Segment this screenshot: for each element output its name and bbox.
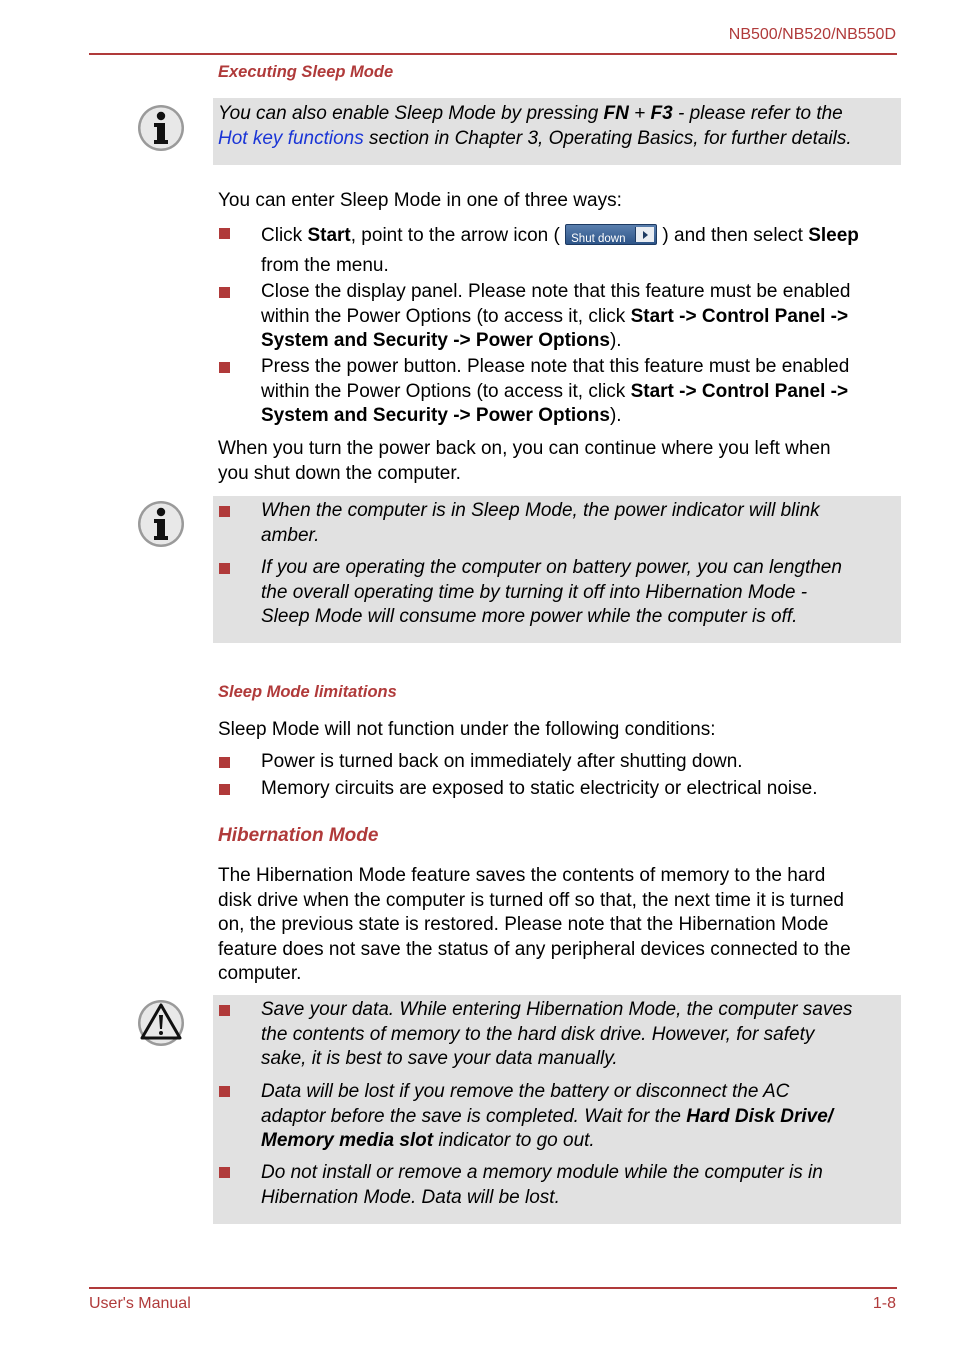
text: you shut down the computer. <box>218 462 461 484</box>
bullet <box>219 563 230 574</box>
menu-path: Start -> Control Panel -> <box>630 305 849 327</box>
bullet <box>219 228 230 239</box>
section-heading-hibernation: Hibernation Mode <box>218 825 379 846</box>
text: The Hibernation Mode feature saves the contents of memory to the hard <box>218 865 826 886</box>
document-model: NB500/NB520/NB550D <box>728 26 896 43</box>
info-icon <box>137 500 185 548</box>
list-item-condition-2: Memory circuits are exposed to static electricity or electrical noise. <box>261 778 818 799</box>
header-rule <box>89 53 897 55</box>
hot-key-functions-link[interactable]: Hot key functions <box>218 127 364 149</box>
caution-item <box>261 1161 901 1210</box>
note-text-part: section in Chapter 3, Operating Basics, for further details. <box>363 127 852 149</box>
text: the contents of memory to the hard disk drive. However, for safety <box>261 1023 815 1045</box>
hibernation-paragraph <box>218 864 898 987</box>
menu-path: System and Security -> Power Options <box>261 330 610 351</box>
text: within the Power Options (to access it, click <box>261 380 631 402</box>
start-label: Start <box>307 225 351 246</box>
list-item-way-3 <box>261 355 901 429</box>
text: When the computer is in Sleep Mode, the power indicator will blink <box>261 500 820 521</box>
text: ) and then select <box>662 225 809 246</box>
text: Do not install or remove a memory module while the computer is in <box>261 1162 823 1183</box>
shut-down-label: Shut down <box>571 232 626 245</box>
note-item <box>261 556 901 630</box>
info-icon <box>137 104 185 152</box>
footer-manual-title: User's Manual <box>89 1295 191 1312</box>
indicator-name: Memory media slot <box>261 1130 434 1151</box>
text: ). <box>609 405 622 426</box>
text: Close the display panel. Please note that this feature must be enabled <box>261 281 851 302</box>
text: Press the power button. Please note that this feature must be enabled <box>261 356 850 377</box>
text: Save your data. While entering Hibernation Mode, the computer saves <box>261 999 853 1020</box>
note-text-part: - please refer to the <box>672 103 843 124</box>
caution-item <box>261 998 901 1072</box>
list-item-way-1-cont: from the menu. <box>261 255 389 276</box>
bullet <box>219 506 230 517</box>
info-note-hotkey <box>213 98 901 165</box>
bullet <box>219 784 230 795</box>
bullet <box>219 287 230 298</box>
text: Hibernation Mode. Data will be lost. <box>261 1186 560 1208</box>
key-f3: F3 <box>650 103 673 124</box>
info-note-sleep <box>213 496 901 643</box>
caution-note-hibernation <box>213 995 901 1224</box>
section-heading-executing-sleep-mode: Executing Sleep Mode <box>218 63 394 81</box>
list-item-way-1 <box>261 224 901 249</box>
sleep-label: Sleep <box>808 225 859 246</box>
list-item-condition-1: Power is turned back on immediately after shutting down. <box>261 751 743 772</box>
text: computer. <box>218 963 302 984</box>
text: Data will be lost if you remove the battery or disconnect the AC <box>261 1081 790 1102</box>
caution-item <box>261 1080 901 1154</box>
text: amber. <box>261 524 320 546</box>
bullet <box>219 1086 230 1097</box>
note-text-part: You can also enable Sleep Mode by pressing <box>218 103 604 124</box>
text: feature does not save the status of any peripheral devices connected to the <box>218 938 851 960</box>
shut-down-button-image <box>565 224 657 245</box>
warning-icon <box>137 999 185 1047</box>
sleep-intro: You can enter Sleep Mode in one of three ways: <box>218 190 622 211</box>
resume-paragraph <box>218 437 898 486</box>
footer-page-number: 1-8 <box>872 1295 896 1312</box>
note-text <box>218 102 901 151</box>
text: ). <box>609 330 622 351</box>
text: Sleep Mode will consume more power while the computer is off. <box>261 606 798 627</box>
limitations-intro: Sleep Mode will not function under the following conditions: <box>218 719 716 740</box>
indicator-name: Hard Disk Drive/ <box>686 1105 834 1127</box>
bullet <box>219 757 230 768</box>
key-fn: FN <box>603 103 629 124</box>
arrow-right-icon <box>635 227 654 242</box>
note-plus: + <box>628 103 651 124</box>
text: disk drive when the computer is turned off so that, the next time it is turned <box>218 889 844 911</box>
bullet <box>219 1005 230 1016</box>
text: When you turn the power back on, you can continue where you left when <box>218 438 831 459</box>
text: adaptor before the save is completed. Wait for the <box>261 1105 687 1127</box>
text: on, the previous state is restored. Please note that the Hibernation Mode <box>218 914 829 935</box>
section-heading-sleep-limitations: Sleep Mode limitations <box>218 683 397 701</box>
bullet <box>219 362 230 373</box>
note-item <box>261 499 901 548</box>
text: , point to the arrow icon ( <box>350 225 560 246</box>
text: sake, it is best to save your data manually. <box>261 1048 618 1069</box>
bullet <box>219 1167 230 1178</box>
text: Click <box>261 225 308 246</box>
menu-path: System and Security -> Power Options <box>261 405 610 426</box>
text: the overall operating time by turning it off into Hibernation Mode - <box>261 581 808 603</box>
footer-rule <box>89 1287 897 1289</box>
text: indicator to go out. <box>433 1130 595 1151</box>
text: within the Power Options (to access it, click <box>261 305 631 327</box>
menu-path: Start -> Control Panel -> <box>630 380 849 402</box>
text: If you are operating the computer on battery power, you can lengthen <box>261 557 842 578</box>
list-item-way-2 <box>261 280 901 354</box>
